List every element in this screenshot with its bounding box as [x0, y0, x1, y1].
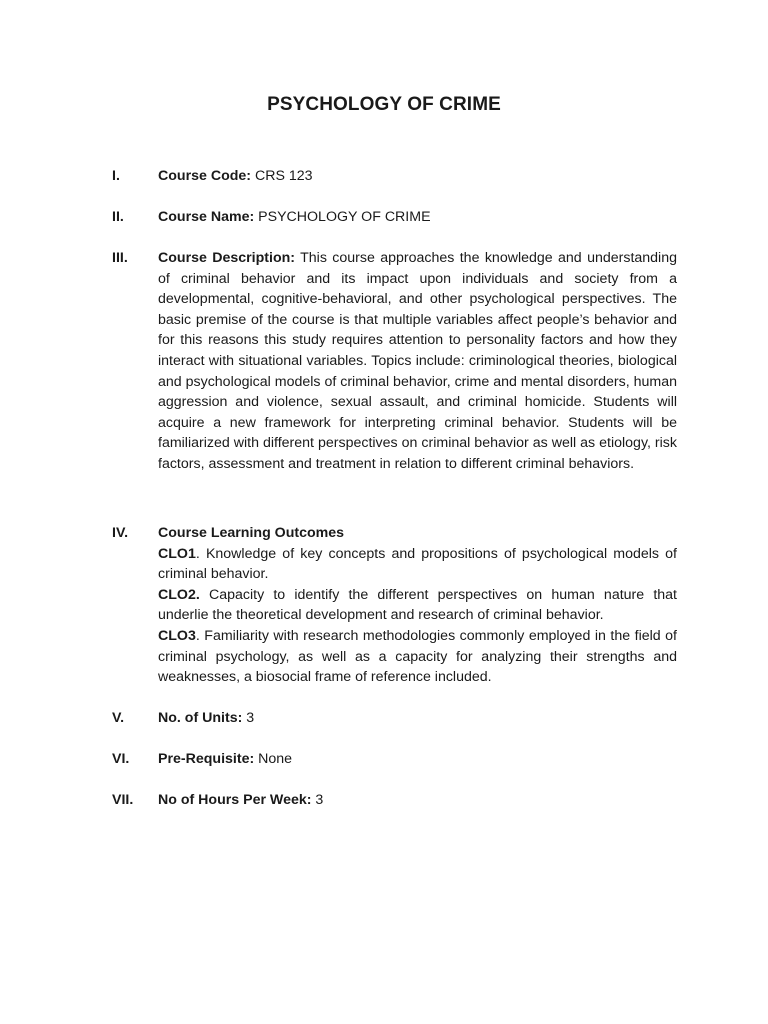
section-numeral: III.: [112, 250, 128, 266]
units-label: No. of Units:: [158, 710, 243, 726]
clo-item: [158, 626, 677, 688]
units-value: 3: [242, 710, 255, 726]
learning-outcomes-heading: Course Learning Outcomes: [158, 525, 345, 541]
prerequisite-value: None: [254, 751, 293, 767]
section-numeral: IV.: [112, 525, 129, 541]
course-description-label: Course Description:: [158, 250, 296, 266]
document-title: PSYCHOLOGY OF CRIME: [267, 94, 501, 115]
hours-label: No of Hours Per Week:: [158, 792, 312, 808]
clo-code: CLO3: [158, 627, 196, 644]
clo-text: . Familiarity with research methodologies commonly employed in the field of criminal psychology, as well as a capacity for analyzing their strengths and weaknesses, a biosocial frame of reference included.: [158, 627, 677, 686]
course-description-text: This course approaches the knowledge and understanding of criminal behavior and its impact upon individuals and society from a developmental, cognitive-behavioral, and other psychological perspectives. The basic premise of the course is that multiple variables affect people’s behavior and for this reasons this study requires attention to personality factors and how they interact with situational variables. Topics include: criminological theories, biological and psychological models of criminal behavior, crime and mental disorders, human aggression and violence, sexual assault, and criminal homicide. Students will acquire a new framework for interpreting criminal behavior. Students will be familiarized with different perspectives on criminal behavior as well as etiology, risk factors, assessment and treatment in relation to different criminal behaviors.: [158, 250, 677, 472]
clo-text: . Knowledge of key concepts and propositions of psychological models of criminal behavior.: [158, 545, 677, 583]
course-code-label: Course Code:: [158, 168, 252, 184]
hours-value: 3: [311, 792, 324, 808]
clo-code: CLO2.: [158, 586, 200, 603]
course-description-paragraph: [158, 248, 677, 475]
prerequisite-label: Pre-Requisite:: [158, 751, 255, 767]
clo-text: Capacity to identify the different perspectives on human nature that underlie the theoretical development and research of criminal behavior.: [158, 586, 677, 624]
clo-item: [158, 585, 677, 626]
clo-code: CLO1: [158, 545, 196, 562]
section-numeral: VI.: [112, 751, 130, 767]
course-name-label: Course Name:: [158, 209, 255, 225]
course-code-value: CRS 123: [251, 168, 313, 184]
section-numeral: II.: [112, 209, 124, 225]
section-numeral: I.: [112, 168, 120, 184]
clo-item: [158, 544, 677, 585]
section-numeral: V.: [112, 710, 125, 726]
course-name-value: PSYCHOLOGY OF CRIME: [254, 209, 431, 225]
section-numeral: VII.: [112, 792, 134, 808]
